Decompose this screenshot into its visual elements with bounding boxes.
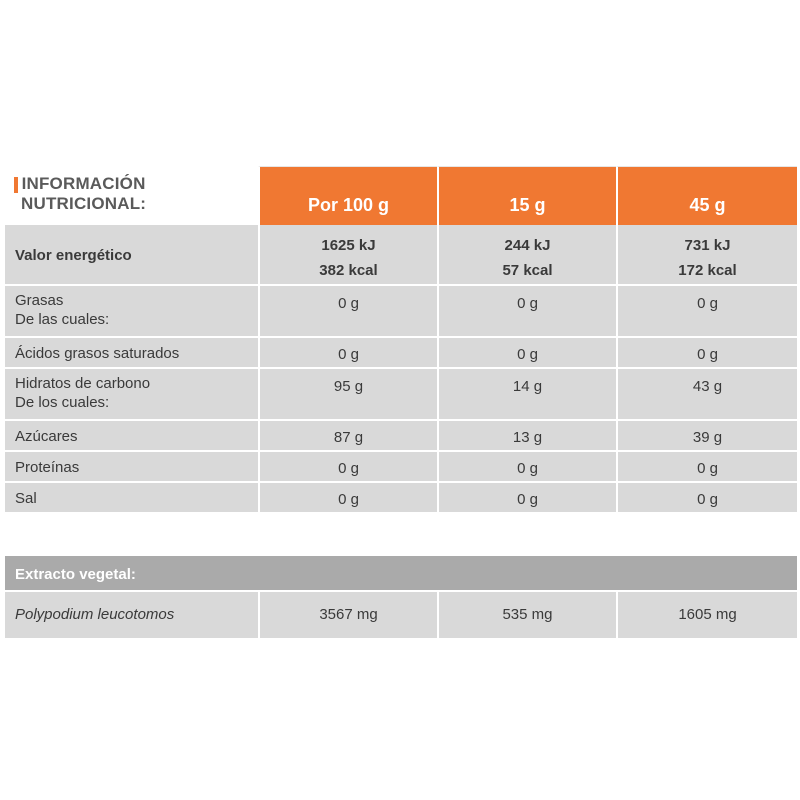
table-cell: 0 g	[616, 286, 797, 338]
extract-label: Polypodium leucotomos	[5, 592, 258, 638]
table-cell: 43 g	[616, 369, 797, 421]
nutrition-table	[5, 166, 797, 514]
table-row-proteins	[5, 452, 797, 483]
energy-value-15g	[437, 225, 616, 286]
row-label: Azúcares	[5, 421, 258, 452]
energy-value-per-100g	[258, 225, 437, 286]
row-label: Proteínas	[5, 452, 258, 483]
table-cell: 0 g	[258, 338, 437, 369]
row-label	[5, 286, 258, 338]
table-row-sugars	[5, 421, 797, 452]
table-cell: 0 g	[258, 483, 437, 514]
row-label: Valor energético	[5, 225, 258, 286]
extract-value-15g: 535 mg	[439, 592, 616, 638]
energy-kcal: 57 kcal	[502, 262, 553, 279]
extract-header: Extracto vegetal:	[5, 556, 797, 590]
table-cell: 0 g	[258, 452, 437, 483]
energy-value-45g	[616, 225, 797, 286]
table-cell: 0 g	[258, 286, 437, 338]
table-cell: 95 g	[258, 369, 437, 421]
table-cell: 0 g	[616, 452, 797, 483]
table-row-carbohydrates	[5, 369, 797, 421]
row-label-sub: De las cuales:	[15, 311, 110, 328]
table-cell: 0 g	[437, 483, 616, 514]
row-label: Ácidos grasos saturados	[5, 338, 258, 369]
nutrition-table-container	[5, 166, 797, 514]
title-accent-bar	[14, 177, 18, 193]
extract-value-45g: 1605 mg	[618, 592, 797, 638]
table-cell: 0 g	[437, 452, 616, 483]
table-row-fats	[5, 286, 797, 338]
column-header-per-100g: Por 100 g	[258, 166, 437, 225]
energy-kj: 1625 kJ	[321, 237, 376, 254]
table-row-salt	[5, 483, 797, 514]
table-row-energy	[5, 225, 797, 286]
row-label-sub: De los cuales:	[15, 394, 110, 411]
table-cell: 39 g	[616, 421, 797, 452]
table-row-saturated-fats	[5, 338, 797, 369]
table-cell: 87 g	[258, 421, 437, 452]
row-label-main: Grasas	[15, 292, 64, 309]
column-header-15g: 15 g	[437, 166, 616, 225]
table-cell: 0 g	[437, 286, 616, 338]
table-cell: 0 g	[437, 338, 616, 369]
table-title: INFORMACIÓN NUTRICIONAL:	[21, 174, 147, 213]
extract-row	[5, 592, 797, 638]
table-cell: 0 g	[616, 338, 797, 369]
row-label-main: Hidratos de carbono	[15, 375, 151, 392]
extract-table	[5, 556, 797, 638]
energy-kj: 244 kJ	[504, 237, 551, 254]
energy-kj: 731 kJ	[684, 237, 731, 254]
title-cell	[5, 166, 258, 225]
row-label: Sal	[5, 483, 258, 514]
energy-kcal: 172 kcal	[678, 262, 737, 279]
column-header-45g: 45 g	[616, 166, 797, 225]
table-cell: 0 g	[616, 483, 797, 514]
extract-value-per-100g: 3567 mg	[260, 592, 437, 638]
table-cell: 14 g	[437, 369, 616, 421]
table-cell: 13 g	[437, 421, 616, 452]
energy-kcal: 382 kcal	[319, 262, 378, 279]
row-label	[5, 369, 258, 421]
header-row	[5, 166, 797, 225]
